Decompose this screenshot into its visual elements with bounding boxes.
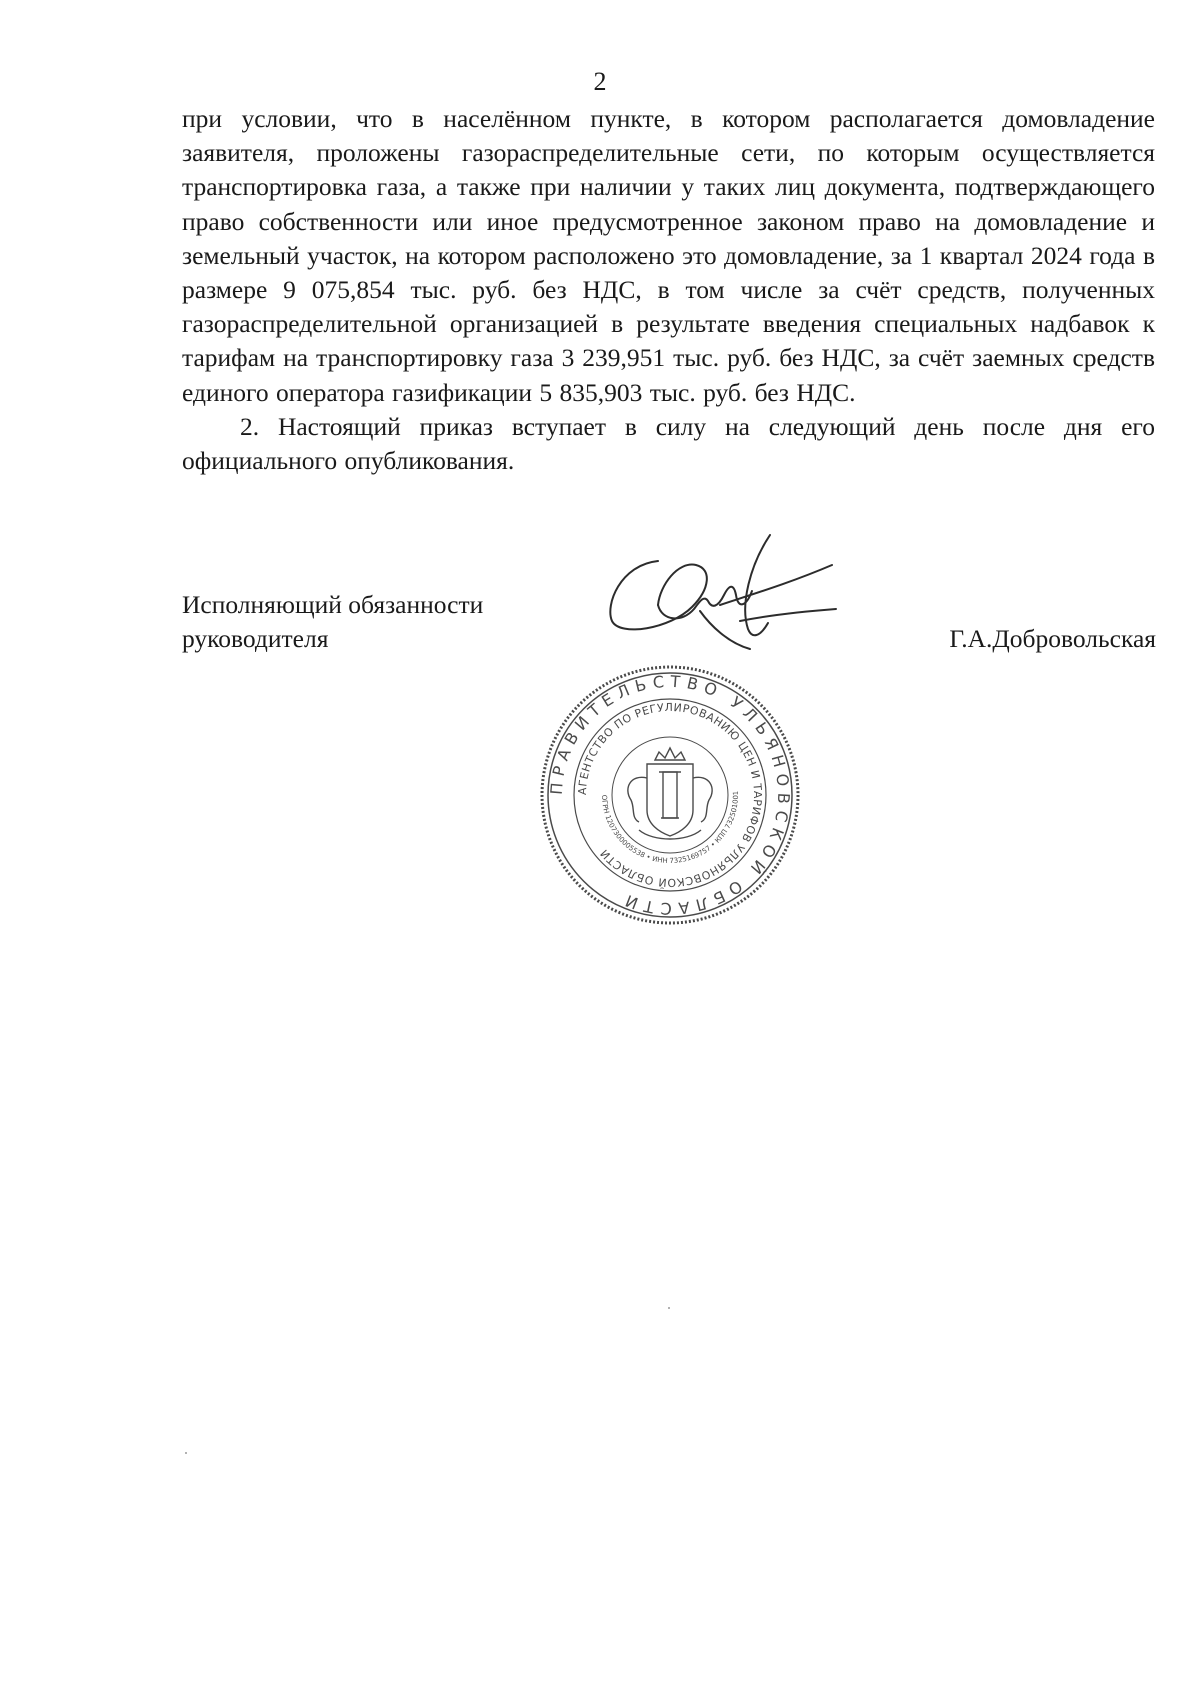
signatory-title-line1: Исполняющий обязанности — [182, 590, 484, 619]
seal-inner-text: АГЕНТСТВО ПО РЕГУЛИРОВАНИЮ ЦЕН И ТАРИФОВ УЛЬЯНОВСКОЙ ОБЛАСТИ — [575, 700, 765, 890]
signatory-title — [182, 588, 483, 656]
svg-text:ОГРН 1207300005538 • ИНН 73251 — [600, 791, 740, 865]
signatory-title-line2: руководителя — [182, 624, 329, 654]
paragraph-continuation: при условии, что в населённом пункте, в котором располагается домовладение заявителя, проложены газораспределительные сети, по которым осуществляется транспортировка газа, а также при наличии у таких лиц документа, подтверждающего право собственности или иное предусмотренное законом право на домовладение и земельный участок, на котором расположено это домовладение, за 1 квартал 2024 года в размере 9 075,854 тыс. руб. без НДС, в том числе за счёт средств, полученных газораспределительной организацией в результате введения специальных надбавок к тарифам на транспортировку газа 3 239,951 тыс. руб. без НДС, за счёт заемных средств единого оператора газификации 5 835,903 тыс. руб. без НДС. — [182, 104, 1155, 407]
coat-of-arms-emblem — [628, 748, 712, 839]
document-body — [182, 102, 1155, 478]
seal-ids-text: ОГРН 1207300005538 • ИНН 7325169757 • КПП 732501001 — [599, 790, 741, 866]
scan-artifact — [185, 1452, 187, 1454]
paragraph-effective-date: 2. Настоящий приказ вступает в силу на следующий день после дня его официального опубликования. — [182, 411, 1155, 476]
handwritten-signature — [600, 525, 840, 665]
seal-outer-text: ПРАВИТЕЛЬСТВО УЛЬЯНОВСКОЙ ОБЛАСТИ — [546, 671, 794, 919]
official-seal — [535, 660, 805, 930]
page-number: 2 — [593, 67, 607, 96]
signatory-name: Г.А.Добровольская — [949, 624, 1156, 653]
scan-artifact — [668, 1307, 670, 1309]
